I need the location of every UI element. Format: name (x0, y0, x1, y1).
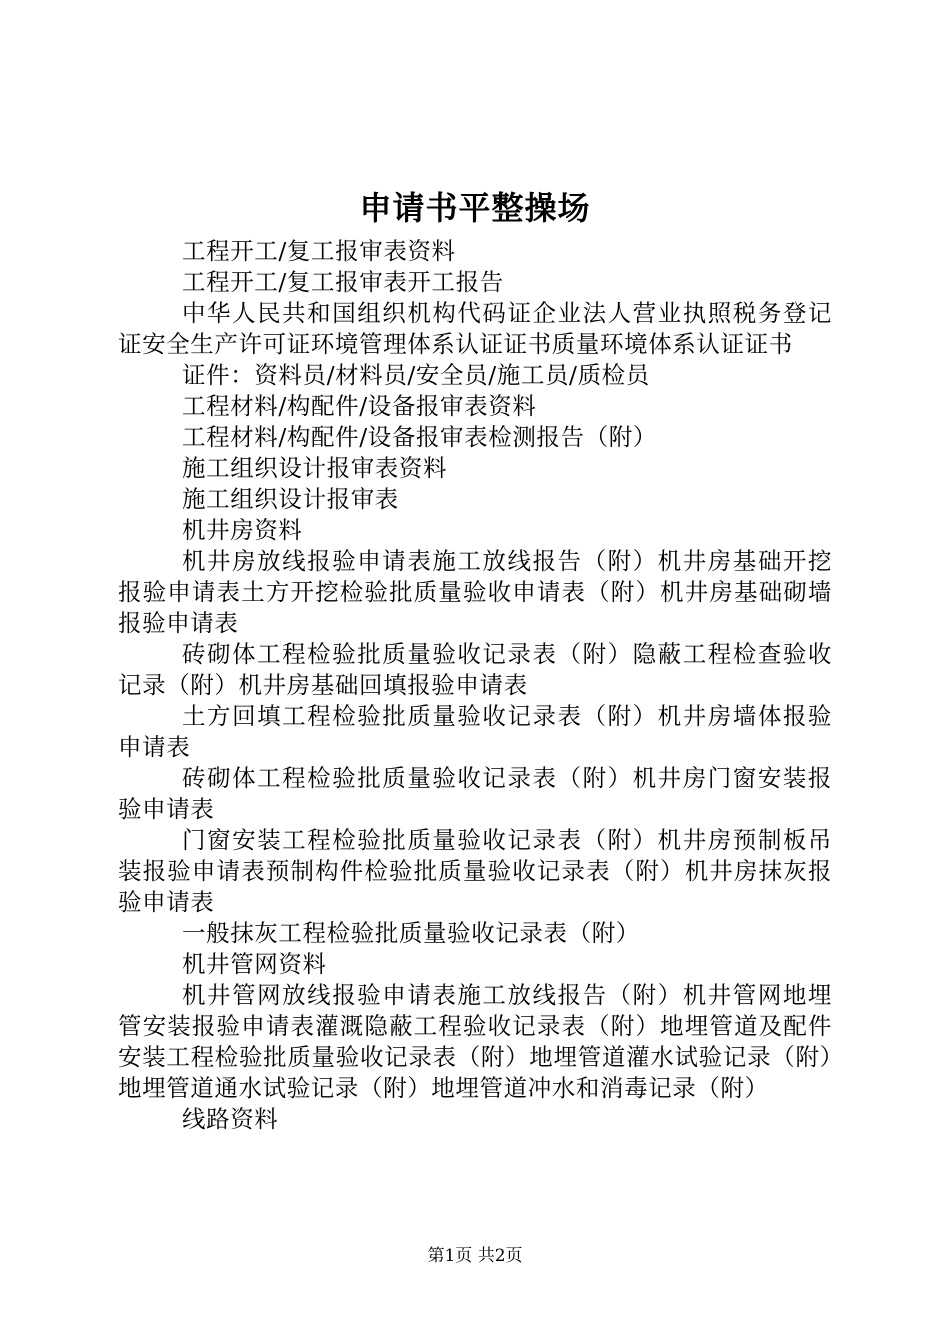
paragraph: 施工组织设计报审表 (182, 485, 399, 513)
paragraph: 证件：资料员/材料员/安全员/施工员/质检员 (182, 361, 650, 389)
paragraph: 砖砌体工程检验批质量验收记录表（附）机井房门窗安装报验申请表 (118, 764, 832, 823)
paragraph: 中华人民共和国组织机构代码证企业法人营业执照税务登记证安全生产许可证环境管理体系认证证书质量环境体系认证证书 (118, 299, 832, 358)
page-footer: 第1页 共2页 (427, 1246, 523, 1266)
paragraph: 机井房放线报验申请表施工放线报告（附）机井房基础开挖报验申请表土方开挖检验批质量验收申请表（附）机井房基础砌墙报验申请表 (118, 547, 832, 637)
document-body (118, 236, 832, 1135)
paragraph: 线路资料 (182, 1105, 279, 1133)
paragraph: 施工组织设计报审表资料 (182, 454, 448, 482)
paragraph: 机井管网放线报验申请表施工放线报告（附）机井管网地埋管安装报验申请表灌溉隐蔽工程验收记录表（附）地埋管道及配件安装工程检验批质量验收记录表（附）地埋管道灌水试验记录（附）地埋管道通水试验记录（附）地埋管道冲水和消毒记录（附） (118, 981, 832, 1102)
paragraph: 工程开工/复工报审表资料 (182, 237, 456, 265)
paragraph: 机井管网资料 (182, 950, 327, 978)
paragraph: 工程开工/复工报审表开工报告 (182, 268, 504, 296)
paragraph: 门窗安装工程检验批质量验收记录表（附）机井房预制板吊装报验申请表预制构件检验批质量验收记录表（附）机井房抹灰报验申请表 (118, 826, 832, 916)
paragraph: 一般抹灰工程检验批质量验收记录表（附） (182, 919, 640, 947)
paragraph: 工程材料/构配件/设备报审表检测报告（附） (182, 423, 657, 451)
paragraph: 土方回填工程检验批质量验收记录表（附）机井房墙体报验申请表 (118, 702, 832, 761)
paragraph: 工程材料/构配件/设备报审表资料 (182, 392, 537, 420)
paragraph: 机井房资料 (182, 516, 303, 544)
paragraph: 砖砌体工程检验批质量验收记录表（附）隐蔽工程检查验收记录（附）机井房基础回填报验申请表 (118, 640, 832, 699)
document-title: 申请书平整操场 (359, 189, 591, 227)
